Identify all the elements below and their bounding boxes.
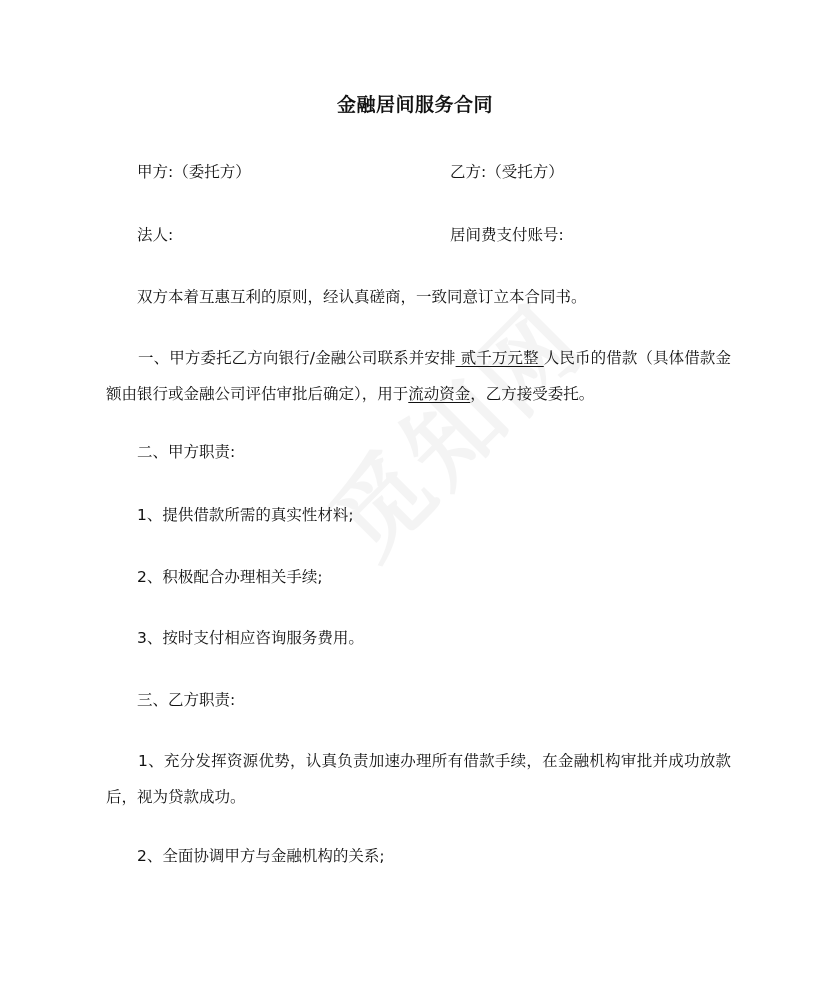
section-3-heading: 三、乙方职责: bbox=[137, 691, 236, 709]
clause-1-text-c: ，乙方接受委托。 bbox=[470, 385, 595, 403]
clause-1-text-a: 一、甲方委托乙方向银行/金融公司联系并安排 bbox=[138, 349, 456, 367]
section-2-heading: 二、甲方职责: bbox=[137, 443, 236, 461]
contract-title: 金融居间服务合同 bbox=[336, 94, 493, 116]
section-2-item-2: 2、积极配合办理相关手续; bbox=[137, 568, 323, 586]
section-2-item-1: 1、提供借款所需的真实性材料; bbox=[137, 506, 354, 524]
clause-1-paragraph bbox=[106, 340, 731, 412]
legal-person-label: 法人: bbox=[137, 226, 174, 244]
section-2-item-3: 3、按时支付相应咨询服务费用。 bbox=[137, 629, 364, 647]
clause-1-text-b: 人民币的借款（具体借款金额由银行或金融公司评估审批后确定），用于 bbox=[106, 349, 731, 403]
fee-account-label: 居间费支付账号: bbox=[450, 226, 564, 244]
section-3-item-1: 1、充分发挥资源优势，认真负责加速办理所有借款手续，在金融机构审批并成功放款后，视为贷款成功。 bbox=[106, 752, 731, 806]
party-b-label: 乙方:（受托方） bbox=[450, 163, 564, 181]
loan-purpose-field: 流动资金 bbox=[408, 385, 471, 403]
party-a-label: 甲方:（委托方） bbox=[137, 163, 251, 181]
section-3-item-2: 2、全面协调甲方与金融机构的关系; bbox=[137, 847, 385, 865]
watermark bbox=[295, 274, 604, 583]
loan-amount-field: 贰千万元整 bbox=[455, 349, 544, 367]
preamble-text: 双方本着互惠互利的原则，经认真磋商，一致同意订立本合同书。 bbox=[137, 288, 587, 306]
